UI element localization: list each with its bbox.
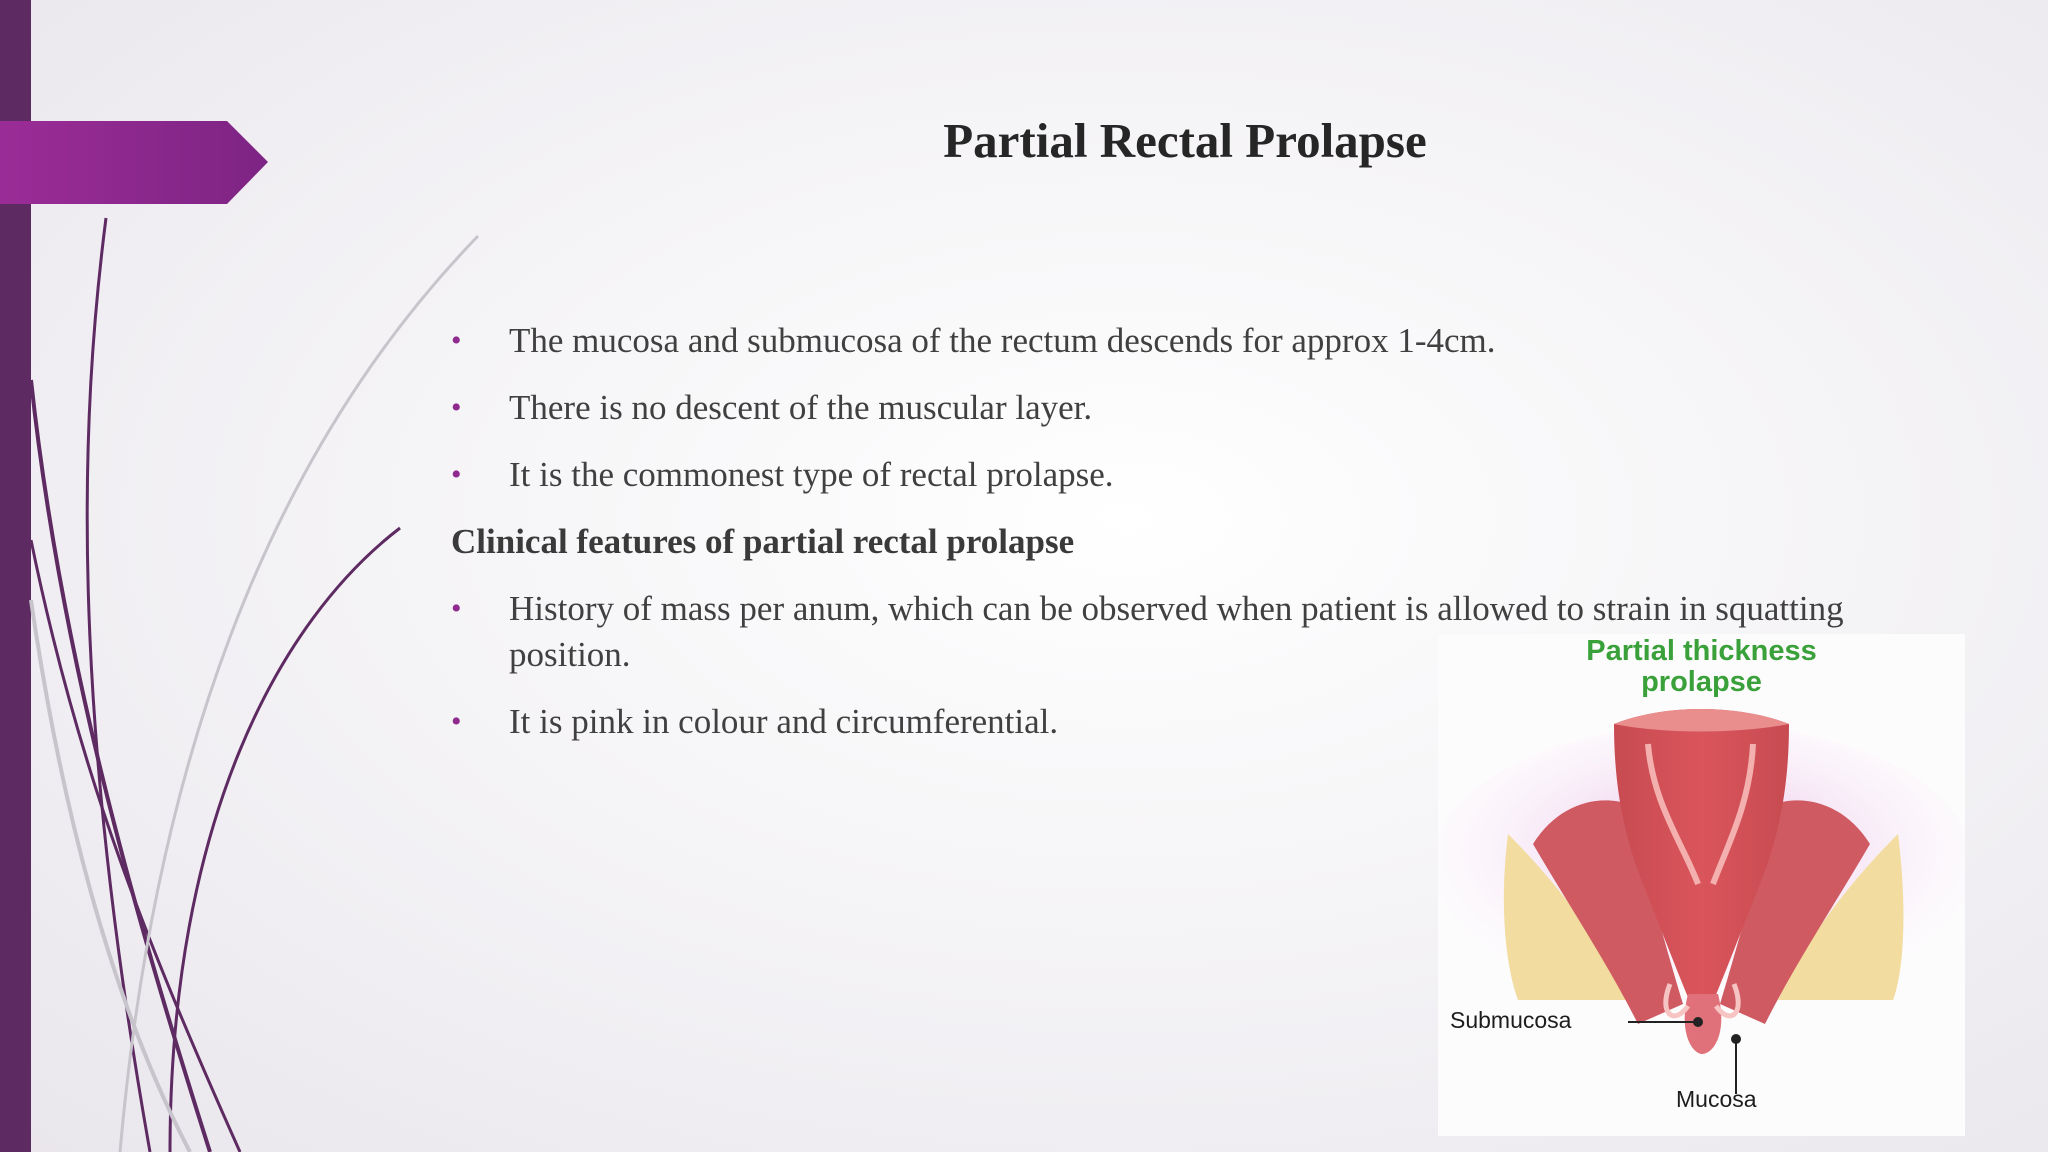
bullet-text: It is pink in colour and circumferential. (509, 702, 1059, 741)
bullet-icon: • (451, 705, 462, 738)
bullet-text: The mucosa and submucosa of the rectum descends for approx 1-4cm. (509, 321, 1496, 360)
list-item (451, 318, 1851, 364)
bullet-icon: • (451, 391, 462, 424)
anatomy-illustration (1438, 634, 1965, 1136)
bullet-icon: • (451, 458, 462, 491)
list-item (451, 452, 1851, 498)
list-item (451, 385, 1851, 431)
title-tab-arrow (0, 0, 280, 220)
prolapse-diagram (1438, 634, 1965, 1136)
bullet-text: It is the commonest type of rectal prolapse. (509, 455, 1114, 494)
label-mucosa: Mucosa (1676, 1086, 1757, 1112)
bullet-text: There is no descent of the muscular layer. (509, 388, 1093, 427)
label-submucosa: Submucosa (1450, 1007, 1572, 1033)
figure-title-line: prolapse (1641, 666, 1762, 698)
bullet-icon: • (451, 324, 462, 357)
section-subheading: Clinical features of partial rectal prolapse (451, 522, 1075, 561)
bullet-text: History of mass per anum, which can be observed when patient is allowed to strain in squatting position. (509, 589, 1844, 674)
bullet-icon: • (451, 592, 462, 625)
page-title: Partial Rectal Prolapse (943, 113, 1427, 168)
figure-title-line: Partial thickness (1586, 635, 1817, 667)
